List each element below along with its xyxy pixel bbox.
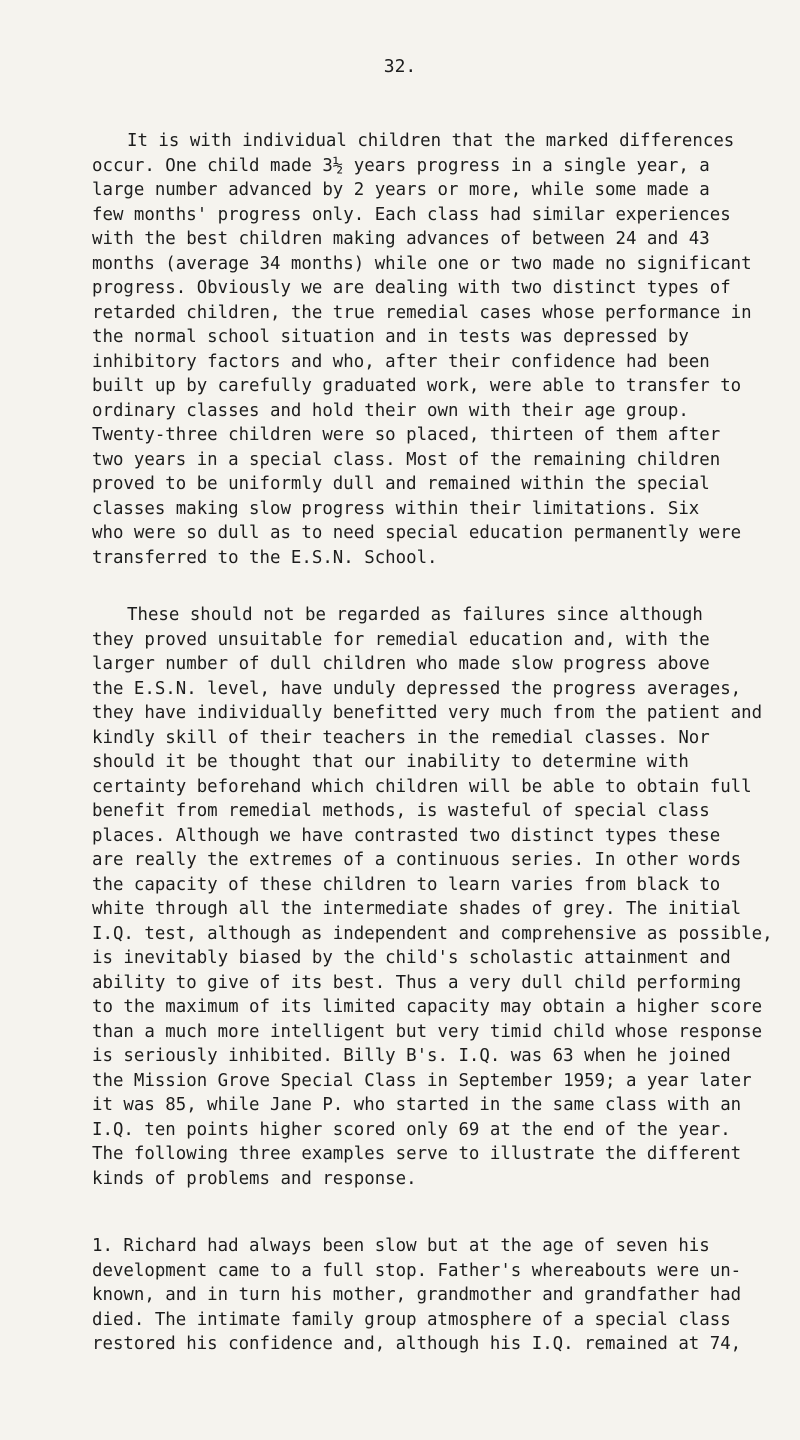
text-line: to the maximum of its limited capacity may obtain a higher score [92,997,763,1017]
text-line: who were so dull as to need special education permanently were [92,523,742,543]
text-line: built up by carefully graduated work, were able to transfer to [92,376,742,396]
text-line: kindly skill of their teachers in the remedial classes. Nor [92,727,710,748]
text-line: places. Although we have contrasted two distinct types these [92,825,721,846]
text-line: I.Q. test, although as independent and comprehensive as possible, [92,923,773,944]
text-line: 1. Richard had always been slow but at the age of seven his [92,1236,710,1256]
text-line: with the best children making advances of between 24 and 43 [92,229,710,249]
text-line: large number advanced by 2 years or more, while some made a [92,180,710,200]
text-line: known, and in turn his mother, grandmother and grandfather had [92,1285,742,1305]
text-line: These should not be regarded as failures since although [127,605,703,625]
text-line: classes making slow progress within their limitations. Six [92,498,700,519]
text-line: inhibitory factors and who, after their confidence had been [92,351,710,372]
text-line: larger number of dull children who made slow progress above [92,654,710,674]
text-line: the normal school situation and in tests was depressed by [92,327,689,347]
text-line: The following three examples serve to illustrate the different [92,1144,742,1164]
text-line: few months' progress only. Each class had similar experiences [92,204,731,225]
text-line: they have individually benefitted very much from the patient and [92,703,763,723]
text-line: is seriously inhibited. Billy B's. I.Q. was 63 when he joined [92,1046,731,1066]
text-line: occur. One child made 3½ years progress in a single year, a [92,155,710,176]
text-line: should it be thought that our inability to determine with [92,752,689,772]
text-line: progress. Obviously we are dealing with two distinct types of [92,278,731,298]
text-line: died. The intimate family group atmosphere of a special class [92,1309,731,1330]
paragraph-individual-differences [92,129,752,570]
text-line: retarded children, the true remedial cases whose performance in [92,302,752,323]
text-line: months (average 34 months) while one or two made no significant [92,253,752,274]
text-line: development came to a full stop. Father's whereabouts were un- [92,1260,742,1281]
text-line: Twenty-three children were so placed, thirteen of them after [92,425,721,445]
text-line: ordinary classes and hold their own with their age group. [92,400,689,421]
text-line: they proved unsuitable for remedial education and, with the [92,629,710,650]
paragraph-example-richard [92,1234,742,1357]
text-line: It is with individual children that the marked differences [127,131,735,151]
text-line: two years in a special class. Most of the remaining children [92,449,721,470]
text-line: is inevitably biased by the child's scholastic attainment and [92,948,731,968]
text-line: are really the extremes of a continuous series. In other words [92,850,742,870]
text-line: the E.S.N. level, have unduly depressed the progress averages, [92,678,742,699]
text-line: the Mission Grove Special Class in September 1959; a year later [92,1070,752,1091]
text-line: benefit from remedial methods, is wasteful of special class [92,801,710,821]
text-line: I.Q. ten points higher scored only 69 at the end of the year. [92,1119,731,1140]
paragraph-not-failures [92,603,773,1191]
text-line: transferred to the E.S.N. School. [92,547,438,568]
text-line: it was 85, while Jane P. who started in the same class with an [92,1095,742,1115]
text-line: ability to give of its best. Thus a very dull child performing [92,972,742,993]
text-line: kinds of problems and response. [92,1168,417,1189]
text-line: restored his confidence and, although his I.Q. remained at 74, [92,1334,742,1354]
text-line: the capacity of these children to learn varies from black to [92,874,721,895]
text-line: white through all the intermediate shades of grey. The initial [92,899,742,919]
text-line: certainty beforehand which children will be able to obtain full [92,776,752,797]
page-number: 32. [383,56,417,77]
text-line: proved to be uniformly dull and remained within the special [92,474,710,494]
text-line: than a much more intelligent but very timid child whose response [92,1021,763,1042]
